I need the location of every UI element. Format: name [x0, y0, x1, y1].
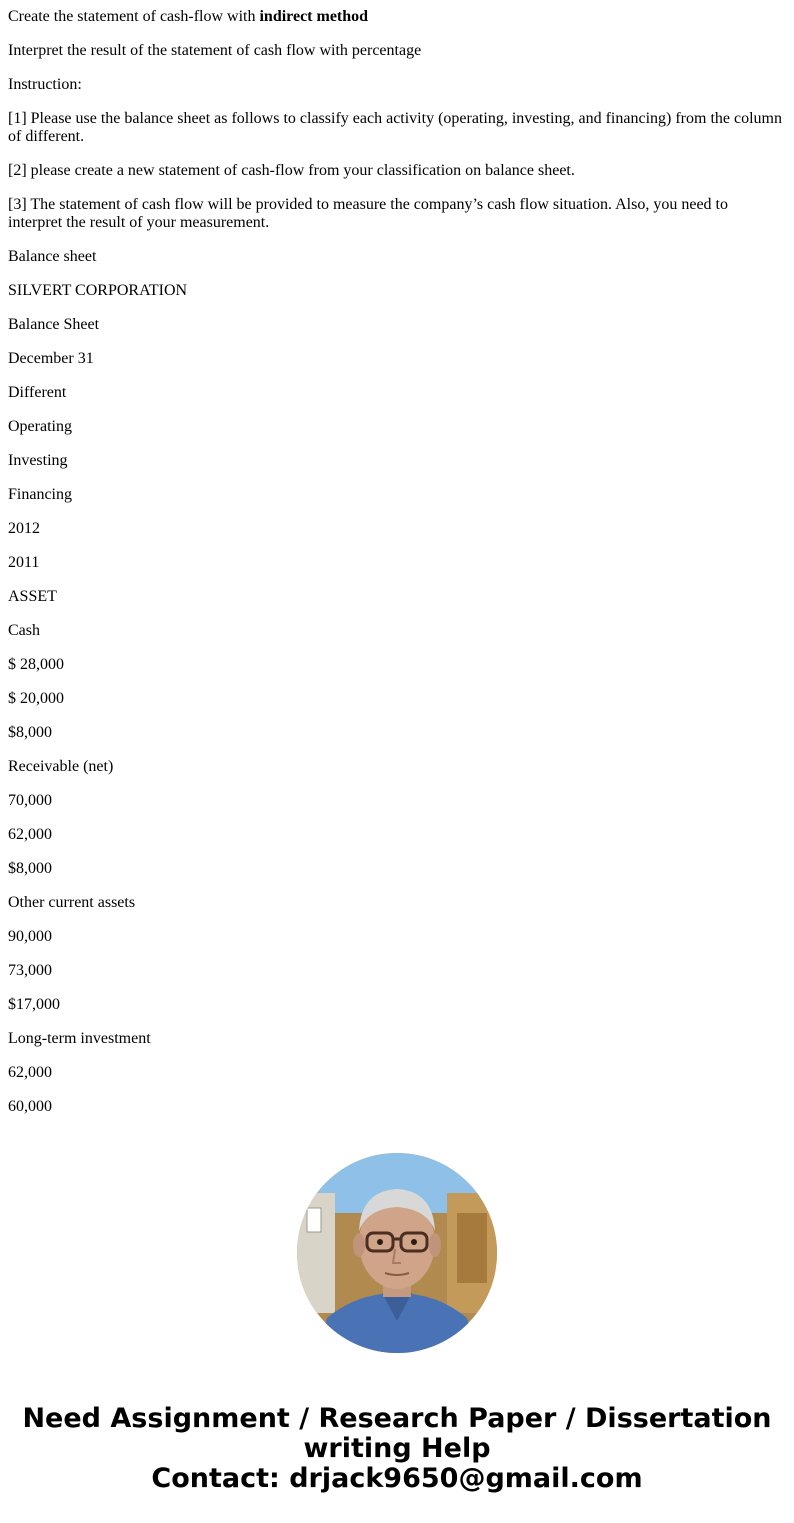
column-header-2011: 2011 [8, 554, 40, 571]
footer-line-1: Need Assignment / Research Paper / Dissertation [22, 1403, 772, 1434]
cash-2012: $ 28,000 [8, 656, 64, 673]
other-current-assets-2011: 73,000 [8, 962, 52, 979]
row-label-receivable: Receivable (net) [8, 758, 114, 775]
row-label-other-current-assets: Other current assets [8, 894, 136, 911]
cash-2011: $ 20,000 [8, 690, 64, 707]
line-statement-title: Balance Sheet [8, 316, 100, 333]
line-date: December 31 [8, 350, 94, 367]
instruction-2: [2] please create a new statement of cash-flow from your classification on balance sheet. [8, 162, 575, 179]
column-header-financing: Financing [8, 486, 72, 503]
column-header-operating: Operating [8, 418, 72, 435]
instruction-3: [3] The statement of cash flow will be provided to measure the company’s cash flow situation. Also, you need to interpret the result of your measurement. [8, 196, 728, 231]
footer-banner [0, 1404, 794, 1494]
column-header-investing: Investing [8, 452, 68, 469]
instruction-heading: Instruction: [8, 76, 82, 93]
other-current-assets-2012: 90,000 [8, 928, 52, 945]
long-term-investment-2012: 62,000 [8, 1064, 52, 1081]
long-term-investment-2011: 60,000 [8, 1098, 52, 1115]
cash-different: $8,000 [8, 724, 52, 741]
instruction-1: [1] Please use the balance sheet as follows to classify each activity (operating, investing, and financing) from the column of different. [8, 110, 782, 145]
column-header-2012: 2012 [8, 520, 40, 537]
receivable-2011: 62,000 [8, 826, 52, 843]
column-header-different: Different [8, 384, 67, 401]
interpret-line: Interpret the result of the statement of cash flow with percentage [8, 42, 422, 59]
row-label-cash: Cash [8, 622, 40, 639]
person-photo-icon [297, 1153, 497, 1353]
title-prefix: Create the statement of cash-flow with [8, 8, 260, 25]
footer-contact: Contact: drjack9650@gmail.com [151, 1463, 643, 1494]
section-asset: ASSET [8, 588, 57, 605]
footer-line-2: writing Help [303, 1433, 491, 1464]
document-body [8, 8, 786, 1132]
receivable-2012: 70,000 [8, 792, 52, 809]
row-label-long-term-investment: Long-term investment [8, 1030, 151, 1047]
title-line [8, 8, 786, 26]
avatar [297, 1153, 497, 1353]
line-balance-sheet: Balance sheet [8, 248, 97, 265]
receivable-different: $8,000 [8, 860, 52, 877]
line-company-name: SILVERT CORPORATION [8, 282, 188, 299]
title-bold: indirect method [259, 8, 369, 25]
other-current-assets-different: $17,000 [8, 996, 60, 1013]
